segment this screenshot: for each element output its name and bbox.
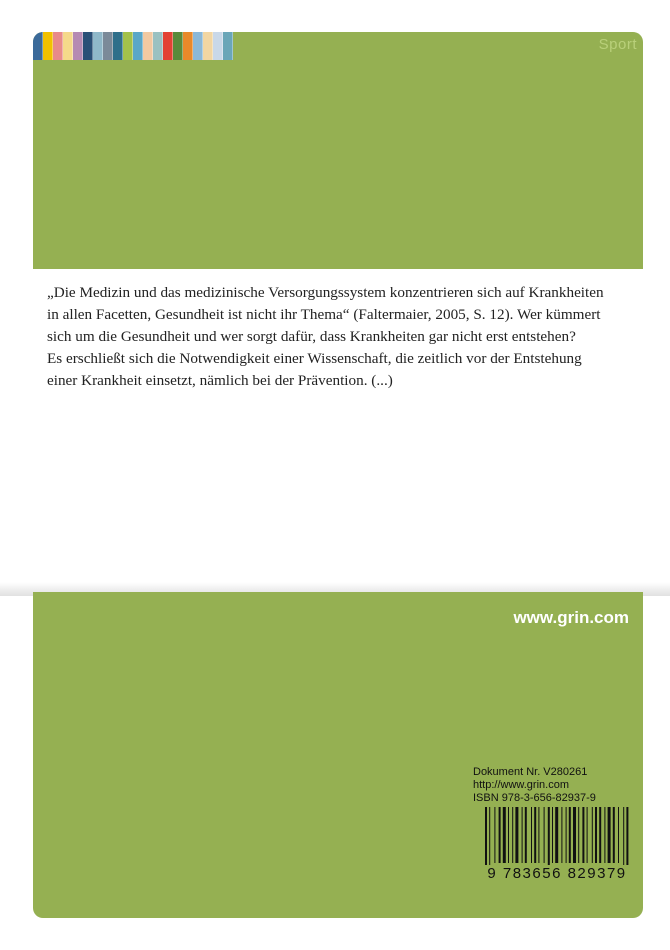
barcode-bar: [503, 807, 506, 863]
barcode-bar: [499, 807, 501, 863]
document-url: http://www.grin.com: [473, 779, 569, 791]
cover-top-panel: [33, 32, 643, 269]
barcode-bar: [544, 807, 545, 863]
barcode-bar: [608, 807, 611, 863]
color-stripe: [103, 32, 113, 60]
color-stripe: [43, 32, 53, 60]
barcode-bar: [592, 807, 593, 863]
barcode-bar: [626, 807, 628, 869]
color-stripe: [203, 32, 213, 60]
publisher-url[interactable]: www.grin.com: [513, 608, 629, 627]
barcode-bar: [489, 807, 490, 869]
barcode-bar: [508, 807, 509, 863]
barcode-bar: [485, 807, 487, 869]
color-stripe: [63, 32, 73, 60]
color-stripe: [143, 32, 153, 60]
color-stripe: [223, 32, 233, 60]
barcode-digits: 9 783656 829379: [477, 865, 637, 882]
barcode-bar: [569, 807, 571, 863]
category-label: Sport: [598, 36, 637, 53]
color-stripe: [113, 32, 123, 60]
barcode-bar: [566, 807, 567, 863]
barcode-bar: [623, 807, 624, 869]
barcode-bar: [595, 807, 597, 863]
barcode-bar: [618, 807, 619, 863]
isbn-label: ISBN 978-3-656-82937-9: [473, 792, 596, 804]
barcode-bar: [538, 807, 539, 863]
blurb-line: in allen Facetten, Gesundheit ist nicht ihr Thema“ (Faltermaier, 2005, S. 12). Wer kümmert: [47, 306, 601, 323]
barcode-bar: [587, 807, 588, 863]
barcode-bar: [515, 807, 518, 863]
blurb-text: [47, 282, 637, 392]
barcode-bar: [582, 807, 584, 863]
barcode-bar: [604, 807, 605, 863]
barcode-icon: [477, 807, 637, 869]
barcode: [477, 807, 637, 887]
color-stripe: [153, 32, 163, 60]
color-stripe: [183, 32, 193, 60]
color-stripe: [193, 32, 203, 60]
barcode-bar: [534, 807, 536, 863]
barcode-bar: [512, 807, 513, 863]
blurb-line: einer Krankheit einsetzt, nämlich bei der Prävention. (...): [47, 372, 393, 389]
color-stripe: [83, 32, 93, 60]
barcode-bar: [552, 807, 553, 863]
color-stripe: [213, 32, 223, 60]
cover-bottom-panel: [33, 592, 643, 918]
document-number: Dokument Nr. V280261: [473, 766, 588, 778]
barcode-bar: [548, 807, 550, 869]
barcode-bar: [494, 807, 495, 863]
blurb-line: „Die Medizin und das medizinische Versorgungssystem konzentrieren sich auf Krankheiten: [47, 284, 604, 301]
barcode-bar: [599, 807, 601, 863]
color-stripe: [53, 32, 63, 60]
color-stripe: [123, 32, 133, 60]
blurb-line: sich um die Gesundheit und wer sorgt dafür, dass Krankheiten gar nicht erst entstehen?: [47, 328, 576, 345]
color-stripe: [73, 32, 83, 60]
barcode-bar: [525, 807, 527, 863]
document-info: [473, 766, 596, 805]
barcode-bar: [522, 807, 523, 863]
blurb-line: Es erschließt sich die Notwendigkeit einer Wissenschaft, die zeitlich vor der Entstehung: [47, 350, 582, 367]
barcode-bar: [531, 807, 532, 863]
color-stripe: [93, 32, 103, 60]
barcode-bar: [555, 807, 558, 863]
barcode-bar: [613, 807, 615, 863]
barcode-bar: [561, 807, 562, 863]
barcode-bar: [573, 807, 576, 863]
color-stripe: [173, 32, 183, 60]
color-stripe: [33, 32, 43, 60]
color-stripe: [133, 32, 143, 60]
barcode-bar: [578, 807, 579, 863]
color-stripe: [163, 32, 173, 60]
color-stripes: [33, 32, 233, 60]
